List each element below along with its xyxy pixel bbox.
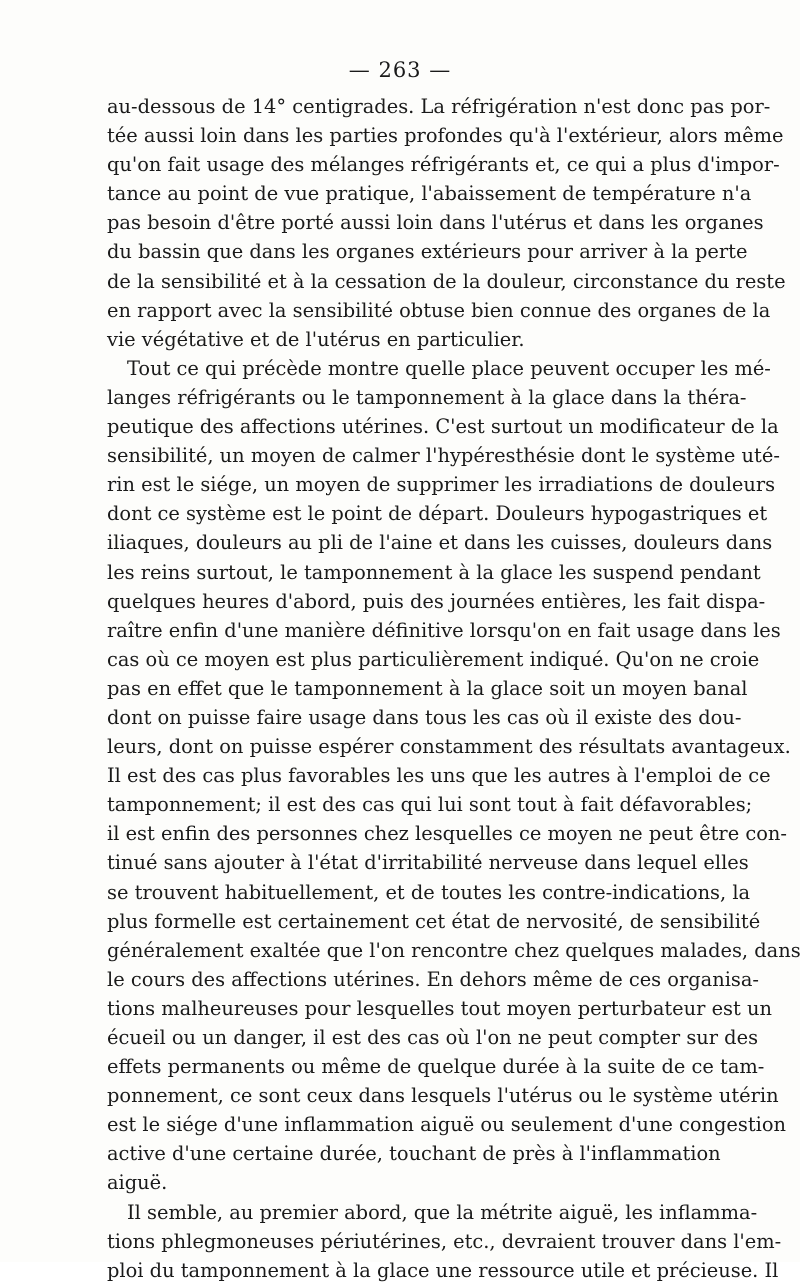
text-line: se trouvent habituellement, et de toutes les contre-indications, la [107, 880, 751, 904]
text-line: du bassin que dans les organes extérieurs pour arriver à la perte [107, 240, 748, 264]
text-line: cas où ce moyen est plus particulièrement indiqué. Qu'on ne croie [107, 647, 760, 671]
text-line: tinué sans ajouter à l'état d'irritabilité nerveuse dans lequel elles [107, 851, 749, 875]
text-line: de la sensibilité et à la cessation de la douleur, circonstance du reste [107, 269, 786, 293]
text-line: raître enfin d'une manière définitive lorsqu'on en fait usage dans les [107, 618, 781, 642]
text-line: généralement exaltée que l'on rencontre chez quelques malades, dans [107, 938, 801, 962]
text-line: peutique des affections utérines. C'est surtout un modificateur de la [107, 415, 779, 439]
text-line: Il semble, au premier abord, que la métrite aiguë, les inflamma- [127, 1200, 758, 1224]
text-line: leurs, dont on puisse espérer constamment des résultats avantageux. [107, 735, 791, 759]
text-line: tamponnement; il est des cas qui lui sont tout à fait défavorables; [107, 793, 753, 817]
text-line: en rapport avec la sensibilité obtuse bien connue des organes de la [107, 298, 771, 322]
text-line: dont ce système est le point de départ. Douleurs hypogastriques et [107, 502, 768, 526]
paragraph-3 [107, 1198, 782, 1285]
body-text [107, 92, 801, 1285]
text-line: tée aussi loin dans les parties profondes qu'à l'extérieur, alors même [107, 124, 784, 148]
text-line: plus formelle est certainement cet état de nervosité, de sensibilité [107, 909, 761, 933]
text-line: les reins surtout, le tamponnement à la glace les suspend pendant [107, 560, 761, 584]
text-line: tions phlegmoneuses périutérines, etc., devraient trouver dans l'em- [107, 1229, 782, 1253]
text-line: Il est des cas plus favorables les uns que les autres à l'emploi de ce [107, 764, 771, 788]
text-line: ploi du tamponnement à la glace une ressource utile et précieuse. Il [107, 1258, 779, 1282]
paragraph-1 [107, 92, 786, 354]
text-line: au-dessous de 14° centigrades. La réfrigération n'est donc pas por- [107, 95, 771, 118]
text-line: iliaques, douleurs au pli de l'aine et dans les cuisses, douleurs dans [107, 531, 773, 555]
text-line: aiguë. [107, 1171, 168, 1195]
text-line: Tout ce qui précède montre quelle place peuvent occuper les mé- [127, 356, 771, 380]
text-line: rin est le siége, un moyen de supprimer les irradiations de douleurs [107, 473, 776, 497]
text-line: pas en effet que le tamponnement à la glace soit un moyen banal [107, 676, 748, 700]
text-line: tance au point de vue pratique, l'abaissement de température n'a [107, 182, 752, 206]
text-line: écueil ou un danger, il est des cas où l'on ne peut compter sur des [107, 1026, 759, 1049]
text-line: active d'une certaine durée, touchant de près à l'inflammation [107, 1142, 721, 1166]
text-line: le cours des affections utérines. En dehors même de ces organisa- [107, 967, 759, 991]
page-number: — 263 — [348, 58, 452, 82]
text-line: langes réfrigérants ou le tamponnement à la glace dans la théra- [107, 385, 747, 409]
text-line: il est enfin des personnes chez lesquelles ce moyen ne peut être con- [107, 822, 787, 846]
text-line: est le siége d'une inflammation aiguë ou seulement d'une congestion [107, 1113, 787, 1137]
text-line: dont on puisse faire usage dans tous les cas où il existe des dou- [107, 705, 742, 729]
text-line: effets permanents ou même de quelque durée à la suite de ce tam- [107, 1055, 765, 1079]
text-line: pas besoin d'être porté aussi loin dans l'utérus et dans les organes [107, 211, 764, 235]
paragraph-2 [107, 354, 801, 1198]
text-line: quelques heures d'abord, puis des journées entières, les fait dispa- [107, 589, 766, 613]
text-line: qu'on fait usage des mélanges réfrigérants et, ce qui a plus d'impor- [107, 153, 780, 177]
text-line: vie végétative et de l'utérus en particulier. [107, 327, 525, 351]
text-line: ponnement, ce sont ceux dans lesquels l'utérus ou le système utérin [107, 1084, 779, 1108]
text-line: tions malheureuses pour lesquelles tout moyen perturbateur est un [107, 996, 772, 1020]
text-line: sensibilité, un moyen de calmer l'hypéresthésie dont le système uté- [107, 444, 780, 468]
